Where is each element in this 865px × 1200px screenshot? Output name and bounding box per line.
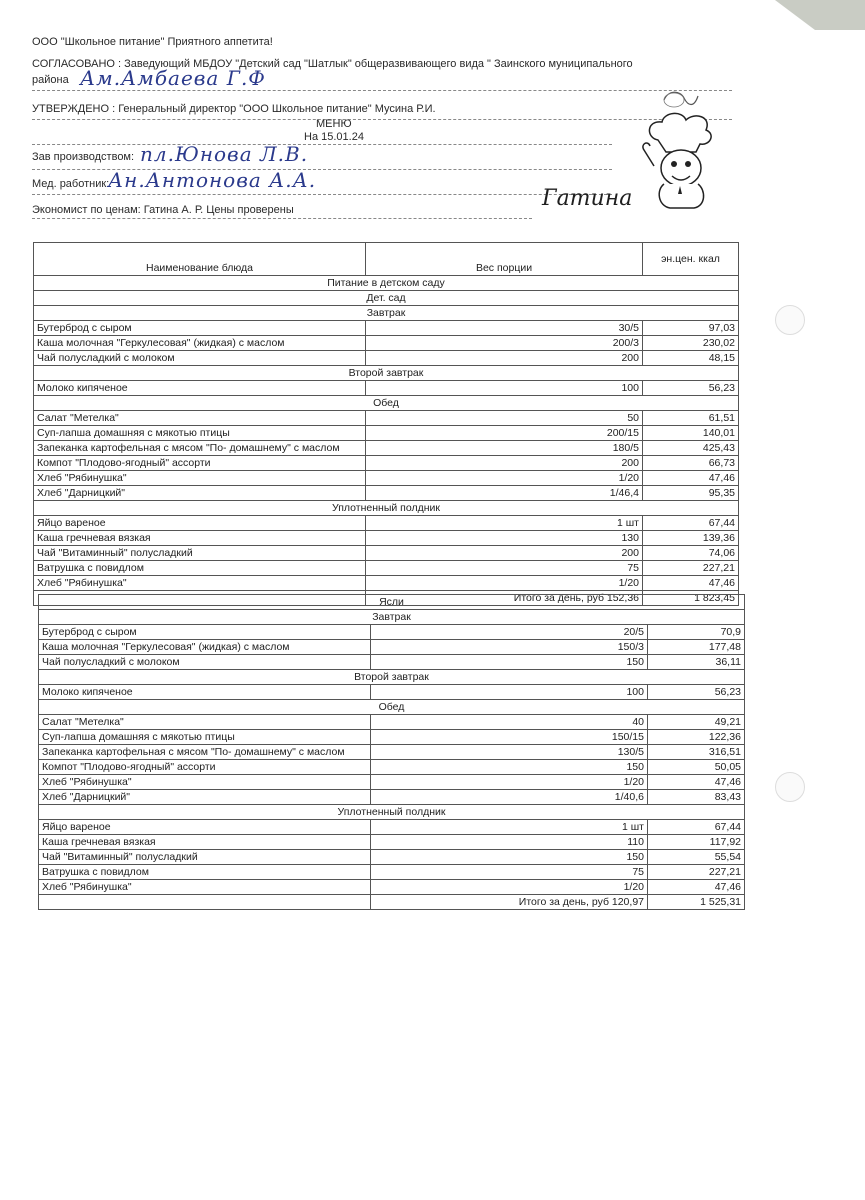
dish-name: Чай "Витаминный" полусладкий	[34, 546, 366, 561]
dish-energy: 61,51	[643, 411, 739, 426]
block-title-label: Питание в детском саду	[34, 276, 739, 291]
dish-name: Бутерброд с сыром	[39, 625, 371, 640]
med-label: Мед. работник:	[32, 178, 110, 190]
group-title	[34, 291, 739, 306]
dish-energy: 47,46	[643, 471, 739, 486]
divider	[32, 119, 732, 120]
dish-name: Суп-лапша домашняя с мякотью птицы	[39, 730, 371, 745]
dish-name: Ватрушка с повидлом	[39, 865, 371, 880]
block-title	[34, 276, 739, 291]
dish-energy: 227,21	[643, 561, 739, 576]
dish-weight: 200/15	[366, 426, 643, 441]
med-signature: Ан.Антонова А.А.	[108, 168, 317, 192]
dish-name: Запеканка картофельная с мясом "По- домашнему" с маслом	[34, 441, 366, 456]
dish-energy: 83,43	[648, 790, 745, 805]
dish-name: Компот "Плодово-ягодный" ассорти	[34, 456, 366, 471]
dish-weight: 200	[366, 546, 643, 561]
table-row	[34, 576, 739, 591]
group-title-label: Ясли	[39, 595, 745, 610]
dish-weight: 150/3	[371, 640, 648, 655]
table-row	[34, 516, 739, 531]
dish-name: Суп-лапша домашняя с мякотью птицы	[34, 426, 366, 441]
table-row	[39, 775, 745, 790]
table-row	[39, 745, 745, 760]
dish-weight: 1/40,6	[371, 790, 648, 805]
dish-energy: 97,03	[643, 321, 739, 336]
dish-name: Каша гречневая вязкая	[34, 531, 366, 546]
dish-weight: 200	[366, 456, 643, 471]
divider	[32, 90, 732, 91]
dish-energy: 67,44	[648, 820, 745, 835]
dish-name: Яйцо вареное	[34, 516, 366, 531]
meal-title	[39, 610, 745, 625]
meal-title	[34, 366, 739, 381]
dish-energy: 117,92	[648, 835, 745, 850]
economist-signature: Гатина	[542, 186, 633, 211]
stamp-mark	[660, 88, 700, 110]
dish-weight: 1/20	[371, 775, 648, 790]
dish-name: Яйцо вареное	[39, 820, 371, 835]
dish-name: Каша гречневая вязкая	[39, 835, 371, 850]
dish-energy: 139,36	[643, 531, 739, 546]
table-row	[34, 426, 739, 441]
dish-weight: 130/5	[371, 745, 648, 760]
table-row	[39, 820, 745, 835]
divider	[32, 194, 612, 195]
group-title-label: Дет. сад	[34, 291, 739, 306]
table-row	[34, 381, 739, 396]
dish-energy: 425,43	[643, 441, 739, 456]
dish-weight: 110	[371, 835, 648, 850]
dish-name: Хлеб "Дарницкий"	[34, 486, 366, 501]
meal-title	[34, 396, 739, 411]
dish-energy: 48,15	[643, 351, 739, 366]
dish-energy: 227,21	[648, 865, 745, 880]
dish-energy: 47,46	[648, 775, 745, 790]
org-name: ООО "Школьное питание" Приятного аппетита!	[32, 36, 273, 48]
zav-signature: пл.Юнова Л.В.	[140, 142, 309, 166]
table-row	[34, 546, 739, 561]
table-row	[39, 835, 745, 850]
total-row	[39, 895, 745, 910]
dish-weight: 1/20	[371, 880, 648, 895]
meal-title-label: Обед	[34, 396, 739, 411]
table-row	[39, 715, 745, 730]
dish-weight: 150	[371, 850, 648, 865]
dish-name: Хлеб "Рябинушка"	[34, 576, 366, 591]
dish-name: Салат "Метелка"	[34, 411, 366, 426]
dish-energy: 230,02	[643, 336, 739, 351]
table-row	[39, 760, 745, 775]
dish-name: Ватрушка с повидлом	[34, 561, 366, 576]
table-row	[39, 655, 745, 670]
dish-weight: 75	[366, 561, 643, 576]
meal-title-label: Второй завтрак	[39, 670, 745, 685]
agreed-line-cont: района	[32, 74, 69, 86]
dish-energy: 70,9	[648, 625, 745, 640]
dish-energy: 50,05	[648, 760, 745, 775]
dish-energy: 177,48	[648, 640, 745, 655]
table-row	[39, 730, 745, 745]
dish-name: Хлеб "Рябинушка"	[39, 880, 371, 895]
dish-name: Молоко кипяченое	[34, 381, 366, 396]
dish-name: Чай полусладкий с молоком	[34, 351, 366, 366]
chef-icon	[636, 110, 726, 210]
dish-energy: 47,46	[643, 576, 739, 591]
meal-title-label: Обед	[39, 700, 745, 715]
dish-name: Хлеб "Рябинушка"	[39, 775, 371, 790]
dish-weight: 1 шт	[366, 516, 643, 531]
meal-title-label: Второй завтрак	[34, 366, 739, 381]
dish-energy: 55,54	[648, 850, 745, 865]
table-row	[34, 321, 739, 336]
dish-name: Компот "Плодово-ягодный" ассорти	[39, 760, 371, 775]
col-header-weight: Вес порции	[366, 243, 643, 276]
dish-name: Каша молочная "Геркулесовая" (жидкая) с маслом	[34, 336, 366, 351]
dish-weight: 150/15	[371, 730, 648, 745]
dish-name: Молоко кипяченое	[39, 685, 371, 700]
meal-title-label: Завтрак	[34, 306, 739, 321]
dish-weight: 130	[366, 531, 643, 546]
dish-weight: 1/20	[366, 576, 643, 591]
table-row	[34, 486, 739, 501]
dish-name: Салат "Метелка"	[39, 715, 371, 730]
dish-weight: 100	[371, 685, 648, 700]
dish-energy: 66,73	[643, 456, 739, 471]
dish-weight: 75	[371, 865, 648, 880]
table-row	[34, 336, 739, 351]
total-energy: 1 525,31	[648, 895, 745, 910]
table-row	[34, 531, 739, 546]
dish-weight: 20/5	[371, 625, 648, 640]
dish-weight: 100	[366, 381, 643, 396]
table-row	[34, 561, 739, 576]
dish-energy: 74,06	[643, 546, 739, 561]
meal-title	[39, 805, 745, 820]
menu-date: На 15.01.24	[304, 131, 364, 143]
agreed-line: СОГЛАСОВАНО : Заведующий МБДОУ "Детский сад "Шатлык" общеразвивающего вида " Заинского муниципального	[32, 58, 633, 70]
dish-weight: 1/20	[366, 471, 643, 486]
menu-title: МЕНЮ	[316, 118, 352, 130]
dish-name: Чай "Витаминный" полусладкий	[39, 850, 371, 865]
table-row	[39, 685, 745, 700]
dish-energy: 316,51	[648, 745, 745, 760]
page-corner-fold	[755, 0, 865, 40]
meal-title	[34, 306, 739, 321]
dish-weight: 150	[371, 655, 648, 670]
dish-weight: 200	[366, 351, 643, 366]
col-header-energy: эн.цен. ккал	[643, 243, 739, 276]
dish-weight: 150	[371, 760, 648, 775]
dish-weight: 1/46,4	[366, 486, 643, 501]
table-row	[34, 471, 739, 486]
dish-weight: 50	[366, 411, 643, 426]
table-row	[39, 880, 745, 895]
agreed-signature: Ам.Амбаева Г.Ф	[80, 66, 266, 90]
dish-weight: 30/5	[366, 321, 643, 336]
dish-energy: 67,44	[643, 516, 739, 531]
table-row	[34, 456, 739, 471]
binder-hole	[775, 772, 805, 802]
group-title	[39, 595, 745, 610]
dish-name: Хлеб "Рябинушка"	[34, 471, 366, 486]
approved-line: УТВЕРЖДЕНО : Генеральный директор "ООО Школьное питание" Мусина Р.И.	[32, 103, 436, 115]
meal-title	[34, 501, 739, 516]
meal-title	[39, 670, 745, 685]
table-row	[39, 865, 745, 880]
dish-name: Запеканка картофельная с мясом "По- домашнему" с маслом	[39, 745, 371, 760]
meal-title	[39, 700, 745, 715]
table-row	[39, 790, 745, 805]
dish-energy: 56,23	[643, 381, 739, 396]
dish-energy: 122,36	[648, 730, 745, 745]
table-row	[39, 625, 745, 640]
dish-weight: 180/5	[366, 441, 643, 456]
dish-energy: 56,23	[648, 685, 745, 700]
dish-weight: 40	[371, 715, 648, 730]
meal-title-label: Завтрак	[39, 610, 745, 625]
dish-weight: 200/3	[366, 336, 643, 351]
dish-energy: 49,21	[648, 715, 745, 730]
dish-name: Бутерброд с сыром	[34, 321, 366, 336]
binder-hole	[775, 305, 805, 335]
dish-name: Каша молочная "Геркулесовая" (жидкая) с маслом	[39, 640, 371, 655]
total-label: Итого за день, руб 120,97	[371, 895, 648, 910]
table-row	[34, 351, 739, 366]
dish-energy: 140,01	[643, 426, 739, 441]
column-headers	[34, 243, 739, 276]
divider	[32, 144, 612, 145]
table-row	[39, 850, 745, 865]
table-row	[34, 411, 739, 426]
total-label: Итого за день, руб 152,36	[366, 591, 643, 606]
kindergarten-menu-table	[33, 242, 739, 606]
table-row	[39, 640, 745, 655]
col-header-name: Наименование блюда	[34, 243, 366, 276]
table-row	[34, 441, 739, 456]
total-empty	[39, 895, 371, 910]
economist-line: Экономист по ценам: Гатина А. Р. Цены проверены	[32, 204, 294, 216]
meal-title-label: Уплотненный полдник	[34, 501, 739, 516]
zav-label: Зав производством:	[32, 151, 135, 163]
dish-energy: 47,46	[648, 880, 745, 895]
dish-name: Чай полусладкий с молоком	[39, 655, 371, 670]
meal-title-label: Уплотненный полдник	[39, 805, 745, 820]
nursery-menu-table	[38, 594, 745, 910]
total-energy: 1 823,45	[643, 591, 739, 606]
divider	[32, 218, 532, 219]
dish-weight: 1 шт	[371, 820, 648, 835]
dish-energy: 95,35	[643, 486, 739, 501]
dish-name: Хлеб "Дарницкий"	[39, 790, 371, 805]
dish-energy: 36,11	[648, 655, 745, 670]
